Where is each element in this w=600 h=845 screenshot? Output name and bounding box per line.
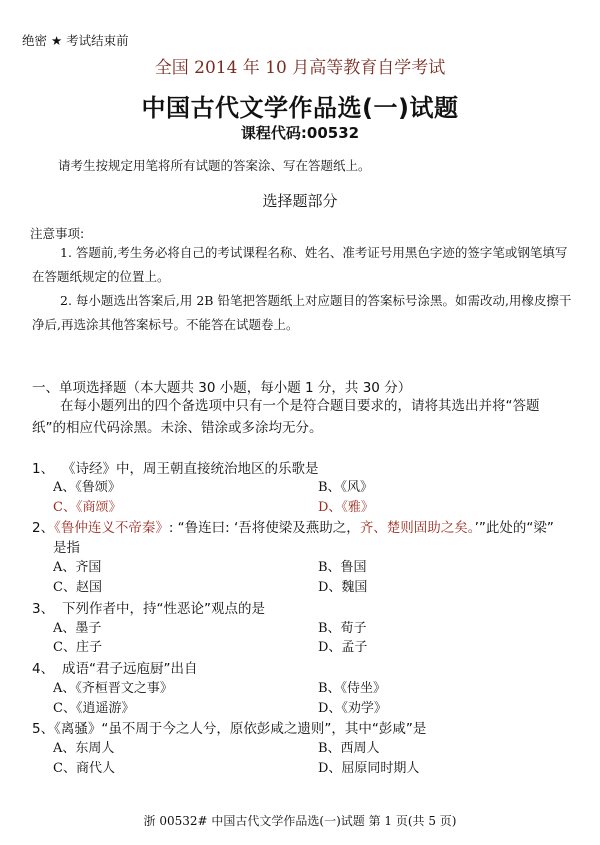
question-2-stem-title: 《鲁仲连义不帝秦》 — [54, 520, 169, 536]
confidential-label: 绝密 ★ 考试结束前 — [22, 33, 129, 48]
page-title: 中国古代文学作品选(一)试题 — [141, 94, 459, 122]
section-title: 选择题部分 — [262, 192, 338, 210]
question-2-stem-quote: : “鲁连曰: ‘吾将使梁及燕助之， — [168, 520, 360, 536]
question-2-stem-continuation: 是指 — [53, 540, 80, 556]
part-instruction: 在每小题列出的四个备选项中只有一个是符合题目要求的，请将其选出并将“答题纸”的相应代码涂黑。未涂、错涂或多涂均无分。 — [32, 398, 540, 436]
question-4-option-a: A、《齐桓晋文之事》 — [53, 681, 173, 696]
question-2-option-a: A、齐国 — [53, 560, 102, 575]
question-3-number: 3、 — [32, 601, 55, 617]
part-heading: 一、单项选择题（本大题共 30 小题，每小题 1 分，共 30 分） — [32, 380, 412, 396]
question-1-option-b: B、《风》 — [318, 480, 374, 495]
question-2-stem — [32, 516, 554, 536]
question-4-stem: 成语“君子远庖厨”出自 — [62, 661, 198, 677]
question-5-number: 5、 — [32, 721, 55, 737]
exam-session-line: 全国 2014 年 10 月高等教育自学考试 — [154, 58, 446, 78]
question-3-option-a: A、墨子 — [53, 621, 102, 636]
question-5-option-d: D、屈原同时期人 — [318, 761, 420, 776]
question-4-option-c: C、《逍遥游》 — [53, 701, 135, 716]
question-1-option-d: D、《雅》 — [318, 500, 374, 515]
course-code: 课程代码:00532 — [240, 124, 360, 142]
page-footer: 浙 00532# 中国古代文学作品选(一)试题 第 1 页(共 5 页) — [143, 814, 457, 828]
answer-instruction: 请考生按规定用笔将所有试题的答案涂、写在答题纸上。 — [58, 158, 371, 173]
question-3-option-c: C、庄子 — [53, 640, 102, 655]
notice-item-2: 2. 每小题选出答案后,用 2B 铅笔把答题纸上对应题目的答案标号涂黑。如需改动,用橡皮擦干净后,再选涂其他答案标号。不能答在试题卷上。 — [32, 293, 572, 332]
question-1-option-c: C、《商颂》 — [53, 500, 122, 515]
question-2-stem-highlight: 齐、楚则固助之矣。 — [359, 520, 475, 536]
question-2-option-c: C、赵国 — [53, 580, 102, 595]
question-5-stem-text: 《离骚》“虽不周于今之人兮，原依彭咸之遗则”，其中“彭咸”是 — [54, 721, 427, 737]
question-1-number: 1、 — [32, 461, 55, 477]
question-2-option-b: B、鲁国 — [318, 560, 367, 575]
question-2-stem-end: ’”此处的“梁” — [474, 520, 554, 536]
question-2-option-d: D、魏国 — [318, 580, 368, 595]
question-4-option-d: D、《劝学》 — [318, 701, 387, 716]
question-4-option-b: B、《侍坐》 — [318, 681, 387, 696]
question-5-option-c: C、商代人 — [53, 761, 115, 776]
question-3-stem: 下列作者中，持“性恶论”观点的是 — [62, 601, 265, 617]
question-3-option-d: D、孟子 — [318, 640, 368, 655]
question-4-number: 4、 — [32, 661, 55, 677]
notice-item-1: 1. 答题前,考生务必将自己的考试课程名称、姓名、准考证号用黑色字迹的签字笔或钢笔填写在答题纸规定的位置上。 — [32, 245, 568, 284]
notice-heading: 注意事项: — [30, 226, 85, 241]
question-1-stem: 《诗经》中，周王朝直接统治地区的乐歌是 — [62, 461, 319, 477]
question-3-option-b: B、荀子 — [318, 621, 367, 636]
question-5-stem — [32, 717, 426, 737]
question-5-option-a: A、东周人 — [53, 741, 115, 756]
question-1-option-a: A、《鲁颂》 — [53, 480, 121, 495]
question-2-number: 2、 — [32, 520, 55, 536]
question-5-option-b: B、西周人 — [318, 741, 380, 756]
